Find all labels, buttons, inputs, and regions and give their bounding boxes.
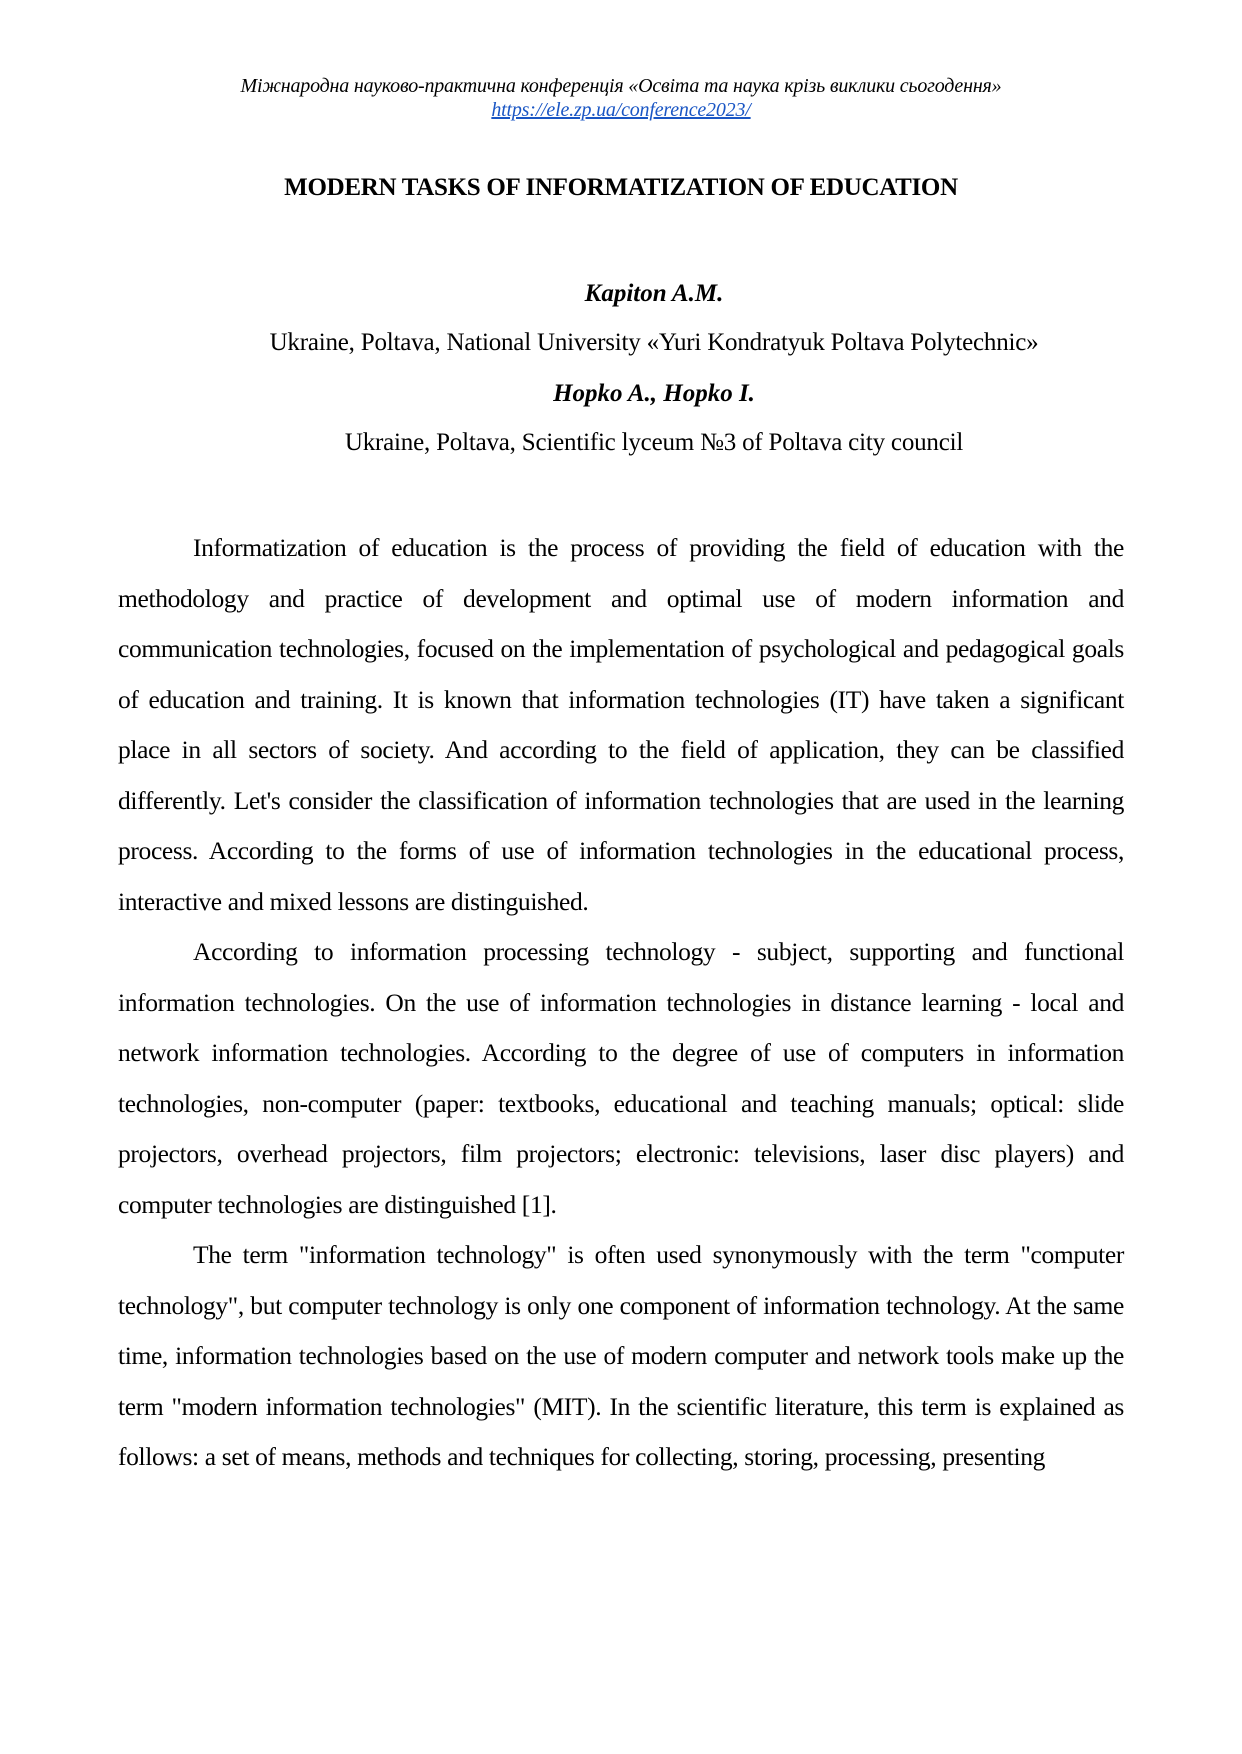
body-paragraph: The term "information technology" is often used synonymously with the term "computer technology", but computer technology is only one component of information technology. At the same time, information technologies based on the use of modern computer and network tools make up the term "modern information technologies" (MIT). In the scientific literature, this term is explained as follows: a set of means, methods and techniques for collecting, storing, processing, presenting	[118, 1240, 1124, 1471]
author-affiliation: Ukraine, Poltava, National University «Yuri Kondratyuk Poltava Polytechnic»	[269, 329, 1039, 356]
author-names: Hopko A., Hopko I.	[553, 380, 755, 407]
running-header	[0, 74, 1242, 122]
paper-title: MODERN TASKS OF INFORMATIZATION OF EDUCATION	[284, 174, 958, 201]
paper-body	[118, 523, 1124, 1483]
conference-link[interactable]: https://ele.zp.ua/conference2023/	[491, 99, 751, 121]
author-affiliation: Ukraine, Poltava, Scientific lyceum №3 of Poltava city council	[344, 429, 964, 456]
body-paragraph: Informatization of education is the process of providing the field of education with the methodology and practice of development and optimal use of modern information and communication technologies, focused on the implementation of psychological and pedagogical goals of education and training. It is known that information technologies (IT) have taken a significant place in all sectors of society. And according to the field of application, they can be classified differently. Let's consider the classification of information technologies that are used in the learning process. According to the forms of use of information technologies in the educational process, interactive and mixed lessons are distinguished.	[118, 533, 1124, 916]
conference-title: Міжнародна науково-практична конференція «Освіта та наука крізь виклики сьогодення»	[240, 75, 1002, 97]
body-paragraph: According to information processing technology - subject, supporting and functional information technologies. On the use of information technologies in distance learning - local and network information technologies. According to the degree of use of computers in information technologies, non-computer (paper: textbooks, educational and teaching manuals; optical: slide projectors, overhead projectors, film projectors; electronic: televisions, laser disc players) and computer technologies are distinguished [1].	[118, 937, 1124, 1219]
author-names: Kapiton A.M.	[584, 280, 724, 307]
